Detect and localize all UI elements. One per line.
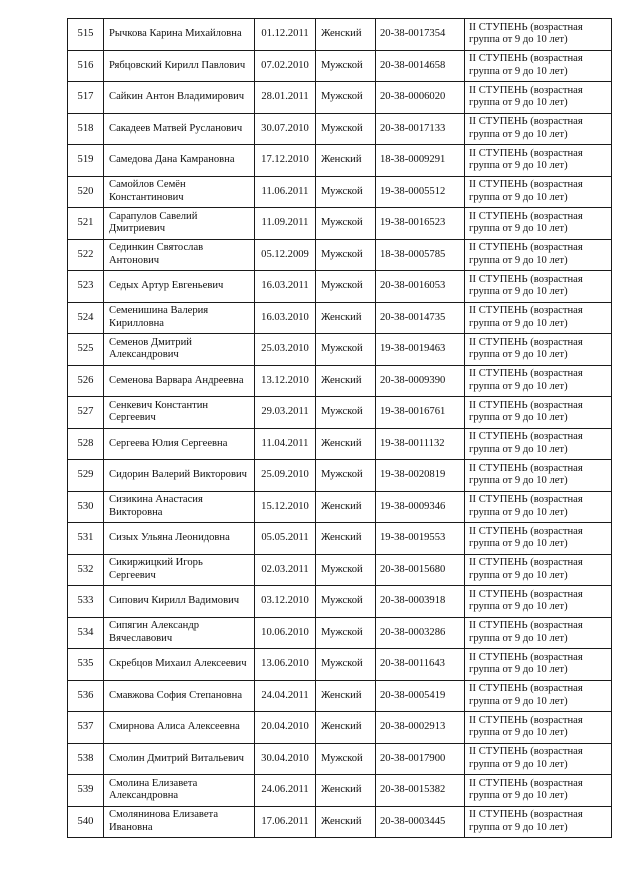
level-line-2: группа от 9 до 10 лет) <box>469 191 568 203</box>
level-group <box>465 239 612 271</box>
participants-table <box>67 18 612 838</box>
level-line-1: II СТУПЕНЬ (возрастная <box>469 21 583 33</box>
birth-date: 25.09.2010 <box>255 460 316 492</box>
level-line-2: группа от 9 до 10 лет) <box>469 223 568 235</box>
uin-code: 20-38-0015680 <box>376 554 465 586</box>
level-group <box>465 743 612 775</box>
participant-name: Сипягин Александр Вячеславович <box>104 617 255 649</box>
level-line-1: II СТУПЕНЬ (возрастная <box>469 305 583 317</box>
participant-name: Сидорин Валерий Викторович <box>104 460 255 492</box>
birth-date: 01.12.2011 <box>255 19 316 51</box>
gender: Мужской <box>316 460 376 492</box>
gender: Мужской <box>316 334 376 366</box>
level-group <box>465 50 612 82</box>
level-line-2: группа от 9 до 10 лет) <box>469 506 568 518</box>
participant-name: Смирнова Алиса Алексеевна <box>104 712 255 744</box>
level-line-2: группа от 9 до 10 лет) <box>469 443 568 455</box>
birth-date: 20.04.2010 <box>255 712 316 744</box>
birth-date: 24.06.2011 <box>255 775 316 807</box>
level-line-2: группа от 9 до 10 лет) <box>469 380 568 392</box>
gender: Женский <box>316 428 376 460</box>
table-row <box>68 712 612 744</box>
level-group <box>465 775 612 807</box>
gender: Женский <box>316 775 376 807</box>
uin-code: 18-38-0009291 <box>376 145 465 177</box>
participant-name: Сергеева Юлия Сергеевна <box>104 428 255 460</box>
level-line-2: группа от 9 до 10 лет) <box>469 727 568 739</box>
uin-code: 20-38-0017354 <box>376 19 465 51</box>
birth-date: 11.09.2011 <box>255 208 316 240</box>
level-line-1: II СТУПЕНЬ (возрастная <box>469 620 583 632</box>
uin-code: 20-38-0009390 <box>376 365 465 397</box>
row-number: 519 <box>68 145 104 177</box>
level-group <box>465 145 612 177</box>
participant-name: Семенов Дмитрий Александрович <box>104 334 255 366</box>
level-line-2: группа от 9 до 10 лет) <box>469 758 568 770</box>
level-line-2: группа от 9 до 10 лет) <box>469 254 568 266</box>
uin-code: 20-38-0015382 <box>376 775 465 807</box>
table-row <box>68 176 612 208</box>
birth-date: 16.03.2010 <box>255 302 316 334</box>
table-row <box>68 145 612 177</box>
level-line-1: II СТУПЕНЬ (возрастная <box>469 557 583 569</box>
gender: Женский <box>316 145 376 177</box>
row-number: 525 <box>68 334 104 366</box>
birth-date: 10.06.2010 <box>255 617 316 649</box>
row-number: 529 <box>68 460 104 492</box>
uin-code: 19-38-0009346 <box>376 491 465 523</box>
table-row <box>68 50 612 82</box>
level-line-2: группа от 9 до 10 лет) <box>469 160 568 172</box>
table-row <box>68 491 612 523</box>
table-row <box>68 523 612 555</box>
uin-code: 20-38-0006020 <box>376 82 465 114</box>
level-line-1: II СТУПЕНЬ (возрастная <box>469 462 583 474</box>
level-line-1: II СТУПЕНЬ (возрастная <box>469 714 583 726</box>
uin-code: 20-38-0011643 <box>376 649 465 681</box>
level-line-2: группа от 9 до 10 лет) <box>469 349 568 361</box>
table-row <box>68 397 612 429</box>
uin-code: 19-38-0020819 <box>376 460 465 492</box>
table-row <box>68 586 612 618</box>
level-group <box>465 113 612 145</box>
gender: Мужской <box>316 617 376 649</box>
row-number: 535 <box>68 649 104 681</box>
participant-name: Смолин Дмитрий Витальевич <box>104 743 255 775</box>
level-line-1: II СТУПЕНЬ (возрастная <box>469 651 583 663</box>
level-line-2: группа от 9 до 10 лет) <box>469 34 568 46</box>
participant-name: Рычкова Карина Михайловна <box>104 19 255 51</box>
table-row <box>68 113 612 145</box>
participant-name: Сединкин Святослав Антонович <box>104 239 255 271</box>
level-line-2: группа от 9 до 10 лет) <box>469 475 568 487</box>
uin-code: 20-38-0003918 <box>376 586 465 618</box>
table-row <box>68 365 612 397</box>
participant-name: Семенова Варвара Андреевна <box>104 365 255 397</box>
level-line-1: II СТУПЕНЬ (возрастная <box>469 179 583 191</box>
gender: Мужской <box>316 113 376 145</box>
row-number: 523 <box>68 271 104 303</box>
uin-code: 20-38-0017900 <box>376 743 465 775</box>
participant-name: Скребцов Михаил Алексеевич <box>104 649 255 681</box>
table-row <box>68 649 612 681</box>
level-line-2: группа от 9 до 10 лет) <box>469 695 568 707</box>
uin-code: 20-38-0003445 <box>376 806 465 838</box>
gender: Женский <box>316 365 376 397</box>
birth-date: 02.03.2011 <box>255 554 316 586</box>
table-row <box>68 334 612 366</box>
participant-name: Рябцовский Кирилл Павлович <box>104 50 255 82</box>
participant-name: Смолина Елизавета Александровна <box>104 775 255 807</box>
level-line-1: II СТУПЕНЬ (возрастная <box>469 777 583 789</box>
table-row <box>68 554 612 586</box>
row-number: 532 <box>68 554 104 586</box>
level-group <box>465 19 612 51</box>
participant-name: Смолянинова Елизавета Ивановна <box>104 806 255 838</box>
participant-name: Сакадеев Матвей Русланович <box>104 113 255 145</box>
level-group <box>465 680 612 712</box>
uin-code: 20-38-0014735 <box>376 302 465 334</box>
uin-code: 20-38-0003286 <box>376 617 465 649</box>
uin-code: 19-38-0005512 <box>376 176 465 208</box>
table-row <box>68 302 612 334</box>
level-group <box>465 554 612 586</box>
table-row <box>68 743 612 775</box>
uin-code: 20-38-0005419 <box>376 680 465 712</box>
level-group <box>465 523 612 555</box>
birth-date: 16.03.2011 <box>255 271 316 303</box>
level-group <box>465 806 612 838</box>
participant-name: Сизых Ульяна Леонидовна <box>104 523 255 555</box>
gender: Женский <box>316 19 376 51</box>
gender: Мужской <box>316 649 376 681</box>
birth-date: 15.12.2010 <box>255 491 316 523</box>
gender: Мужской <box>316 82 376 114</box>
birth-date: 17.06.2011 <box>255 806 316 838</box>
row-number: 526 <box>68 365 104 397</box>
table-row <box>68 271 612 303</box>
level-line-2: группа от 9 до 10 лет) <box>469 538 568 550</box>
level-line-1: II СТУПЕНЬ (возрастная <box>469 399 583 411</box>
table-row <box>68 775 612 807</box>
participant-name: Сарапулов Савелий Дмитриевич <box>104 208 255 240</box>
level-line-1: II СТУПЕНЬ (возрастная <box>469 147 583 159</box>
level-group <box>465 397 612 429</box>
gender: Женский <box>316 302 376 334</box>
level-line-1: II СТУПЕНЬ (возрастная <box>469 431 583 443</box>
participant-name: Самедова Дана Камрановна <box>104 145 255 177</box>
gender: Мужской <box>316 208 376 240</box>
level-group <box>465 712 612 744</box>
level-group <box>465 365 612 397</box>
participant-name: Седых Артур Евгеньевич <box>104 271 255 303</box>
row-number: 539 <box>68 775 104 807</box>
uin-code: 18-38-0005785 <box>376 239 465 271</box>
birth-date: 29.03.2011 <box>255 397 316 429</box>
gender: Женский <box>316 806 376 838</box>
uin-code: 19-38-0019553 <box>376 523 465 555</box>
participant-name: Сенкевич Константин Сергеевич <box>104 397 255 429</box>
level-line-2: группа от 9 до 10 лет) <box>469 286 568 298</box>
level-line-2: группа от 9 до 10 лет) <box>469 790 568 802</box>
level-line-2: группа от 9 до 10 лет) <box>469 128 568 140</box>
uin-code: 19-38-0016523 <box>376 208 465 240</box>
table-row <box>68 680 612 712</box>
participant-name: Сизикина Анастасия Викторовна <box>104 491 255 523</box>
uin-code: 19-38-0019463 <box>376 334 465 366</box>
row-number: 520 <box>68 176 104 208</box>
uin-code: 19-38-0011132 <box>376 428 465 460</box>
birth-date: 05.05.2011 <box>255 523 316 555</box>
birth-date: 30.07.2010 <box>255 113 316 145</box>
row-number: 540 <box>68 806 104 838</box>
level-group <box>465 271 612 303</box>
gender: Женский <box>316 712 376 744</box>
gender: Мужской <box>316 50 376 82</box>
participant-name: Сипович Кирилл Вадимович <box>104 586 255 618</box>
level-line-1: II СТУПЕНЬ (возрастная <box>469 116 583 128</box>
participant-name: Сикиржицкий Игорь Сергеевич <box>104 554 255 586</box>
birth-date: 28.01.2011 <box>255 82 316 114</box>
uin-code: 20-38-0014658 <box>376 50 465 82</box>
birth-date: 17.12.2010 <box>255 145 316 177</box>
row-number: 516 <box>68 50 104 82</box>
table-row <box>68 617 612 649</box>
row-number: 538 <box>68 743 104 775</box>
gender: Женский <box>316 523 376 555</box>
table-row <box>68 428 612 460</box>
birth-date: 03.12.2010 <box>255 586 316 618</box>
level-line-1: II СТУПЕНЬ (возрастная <box>469 53 583 65</box>
participant-name: Семенишина Валерия Кирилловна <box>104 302 255 334</box>
level-group <box>465 82 612 114</box>
level-line-1: II СТУПЕНЬ (возрастная <box>469 273 583 285</box>
table-row <box>68 208 612 240</box>
birth-date: 11.06.2011 <box>255 176 316 208</box>
level-group <box>465 586 612 618</box>
uin-code: 20-38-0017133 <box>376 113 465 145</box>
birth-date: 13.06.2010 <box>255 649 316 681</box>
row-number: 534 <box>68 617 104 649</box>
level-group <box>465 302 612 334</box>
row-number: 536 <box>68 680 104 712</box>
gender: Мужской <box>316 397 376 429</box>
row-number: 524 <box>68 302 104 334</box>
table-row <box>68 460 612 492</box>
level-line-2: группа от 9 до 10 лет) <box>469 317 568 329</box>
level-line-1: II СТУПЕНЬ (возрастная <box>469 368 583 380</box>
level-group <box>465 176 612 208</box>
row-number: 521 <box>68 208 104 240</box>
level-line-2: группа от 9 до 10 лет) <box>469 97 568 109</box>
level-line-1: II СТУПЕНЬ (возрастная <box>469 683 583 695</box>
level-line-2: группа от 9 до 10 лет) <box>469 65 568 77</box>
table-row <box>68 82 612 114</box>
gender: Мужской <box>316 176 376 208</box>
gender: Мужской <box>316 554 376 586</box>
gender: Мужской <box>316 586 376 618</box>
table-row <box>68 239 612 271</box>
birth-date: 25.03.2010 <box>255 334 316 366</box>
level-group <box>465 649 612 681</box>
birth-date: 24.04.2011 <box>255 680 316 712</box>
participants-table-body <box>68 19 612 838</box>
gender: Мужской <box>316 743 376 775</box>
row-number: 527 <box>68 397 104 429</box>
participant-name: Самойлов Семён Константинович <box>104 176 255 208</box>
gender: Мужской <box>316 271 376 303</box>
level-line-1: II СТУПЕНЬ (возрастная <box>469 809 583 821</box>
uin-code: 20-38-0002913 <box>376 712 465 744</box>
level-line-1: II СТУПЕНЬ (возрастная <box>469 242 583 254</box>
level-line-2: группа от 9 до 10 лет) <box>469 569 568 581</box>
level-line-2: группа от 9 до 10 лет) <box>469 601 568 613</box>
row-number: 530 <box>68 491 104 523</box>
row-number: 515 <box>68 19 104 51</box>
birth-date: 11.04.2011 <box>255 428 316 460</box>
level-group <box>465 208 612 240</box>
gender: Женский <box>316 680 376 712</box>
level-line-1: II СТУПЕНЬ (возрастная <box>469 746 583 758</box>
row-number: 531 <box>68 523 104 555</box>
table-row <box>68 806 612 838</box>
uin-code: 19-38-0016761 <box>376 397 465 429</box>
level-line-1: II СТУПЕНЬ (возрастная <box>469 84 583 96</box>
table-row <box>68 19 612 51</box>
row-number: 533 <box>68 586 104 618</box>
level-group <box>465 460 612 492</box>
level-group <box>465 428 612 460</box>
level-line-2: группа от 9 до 10 лет) <box>469 821 568 833</box>
row-number: 537 <box>68 712 104 744</box>
level-group <box>465 617 612 649</box>
level-line-1: II СТУПЕНЬ (возрастная <box>469 210 583 222</box>
level-line-1: II СТУПЕНЬ (возрастная <box>469 588 583 600</box>
level-line-2: группа от 9 до 10 лет) <box>469 412 568 424</box>
row-number: 518 <box>68 113 104 145</box>
level-line-1: II СТУПЕНЬ (возрастная <box>469 336 583 348</box>
birth-date: 05.12.2009 <box>255 239 316 271</box>
gender: Мужской <box>316 239 376 271</box>
birth-date: 07.02.2010 <box>255 50 316 82</box>
level-line-1: II СТУПЕНЬ (возрастная <box>469 525 583 537</box>
level-group <box>465 491 612 523</box>
birth-date: 13.12.2010 <box>255 365 316 397</box>
participant-name: Сайкин Антон Владимирович <box>104 82 255 114</box>
gender: Женский <box>316 491 376 523</box>
row-number: 522 <box>68 239 104 271</box>
level-line-2: группа от 9 до 10 лет) <box>469 632 568 644</box>
level-line-1: II СТУПЕНЬ (возрастная <box>469 494 583 506</box>
row-number: 528 <box>68 428 104 460</box>
uin-code: 20-38-0016053 <box>376 271 465 303</box>
participant-name: Смавжова София Степановна <box>104 680 255 712</box>
level-group <box>465 334 612 366</box>
birth-date: 30.04.2010 <box>255 743 316 775</box>
level-line-2: группа от 9 до 10 лет) <box>469 664 568 676</box>
row-number: 517 <box>68 82 104 114</box>
